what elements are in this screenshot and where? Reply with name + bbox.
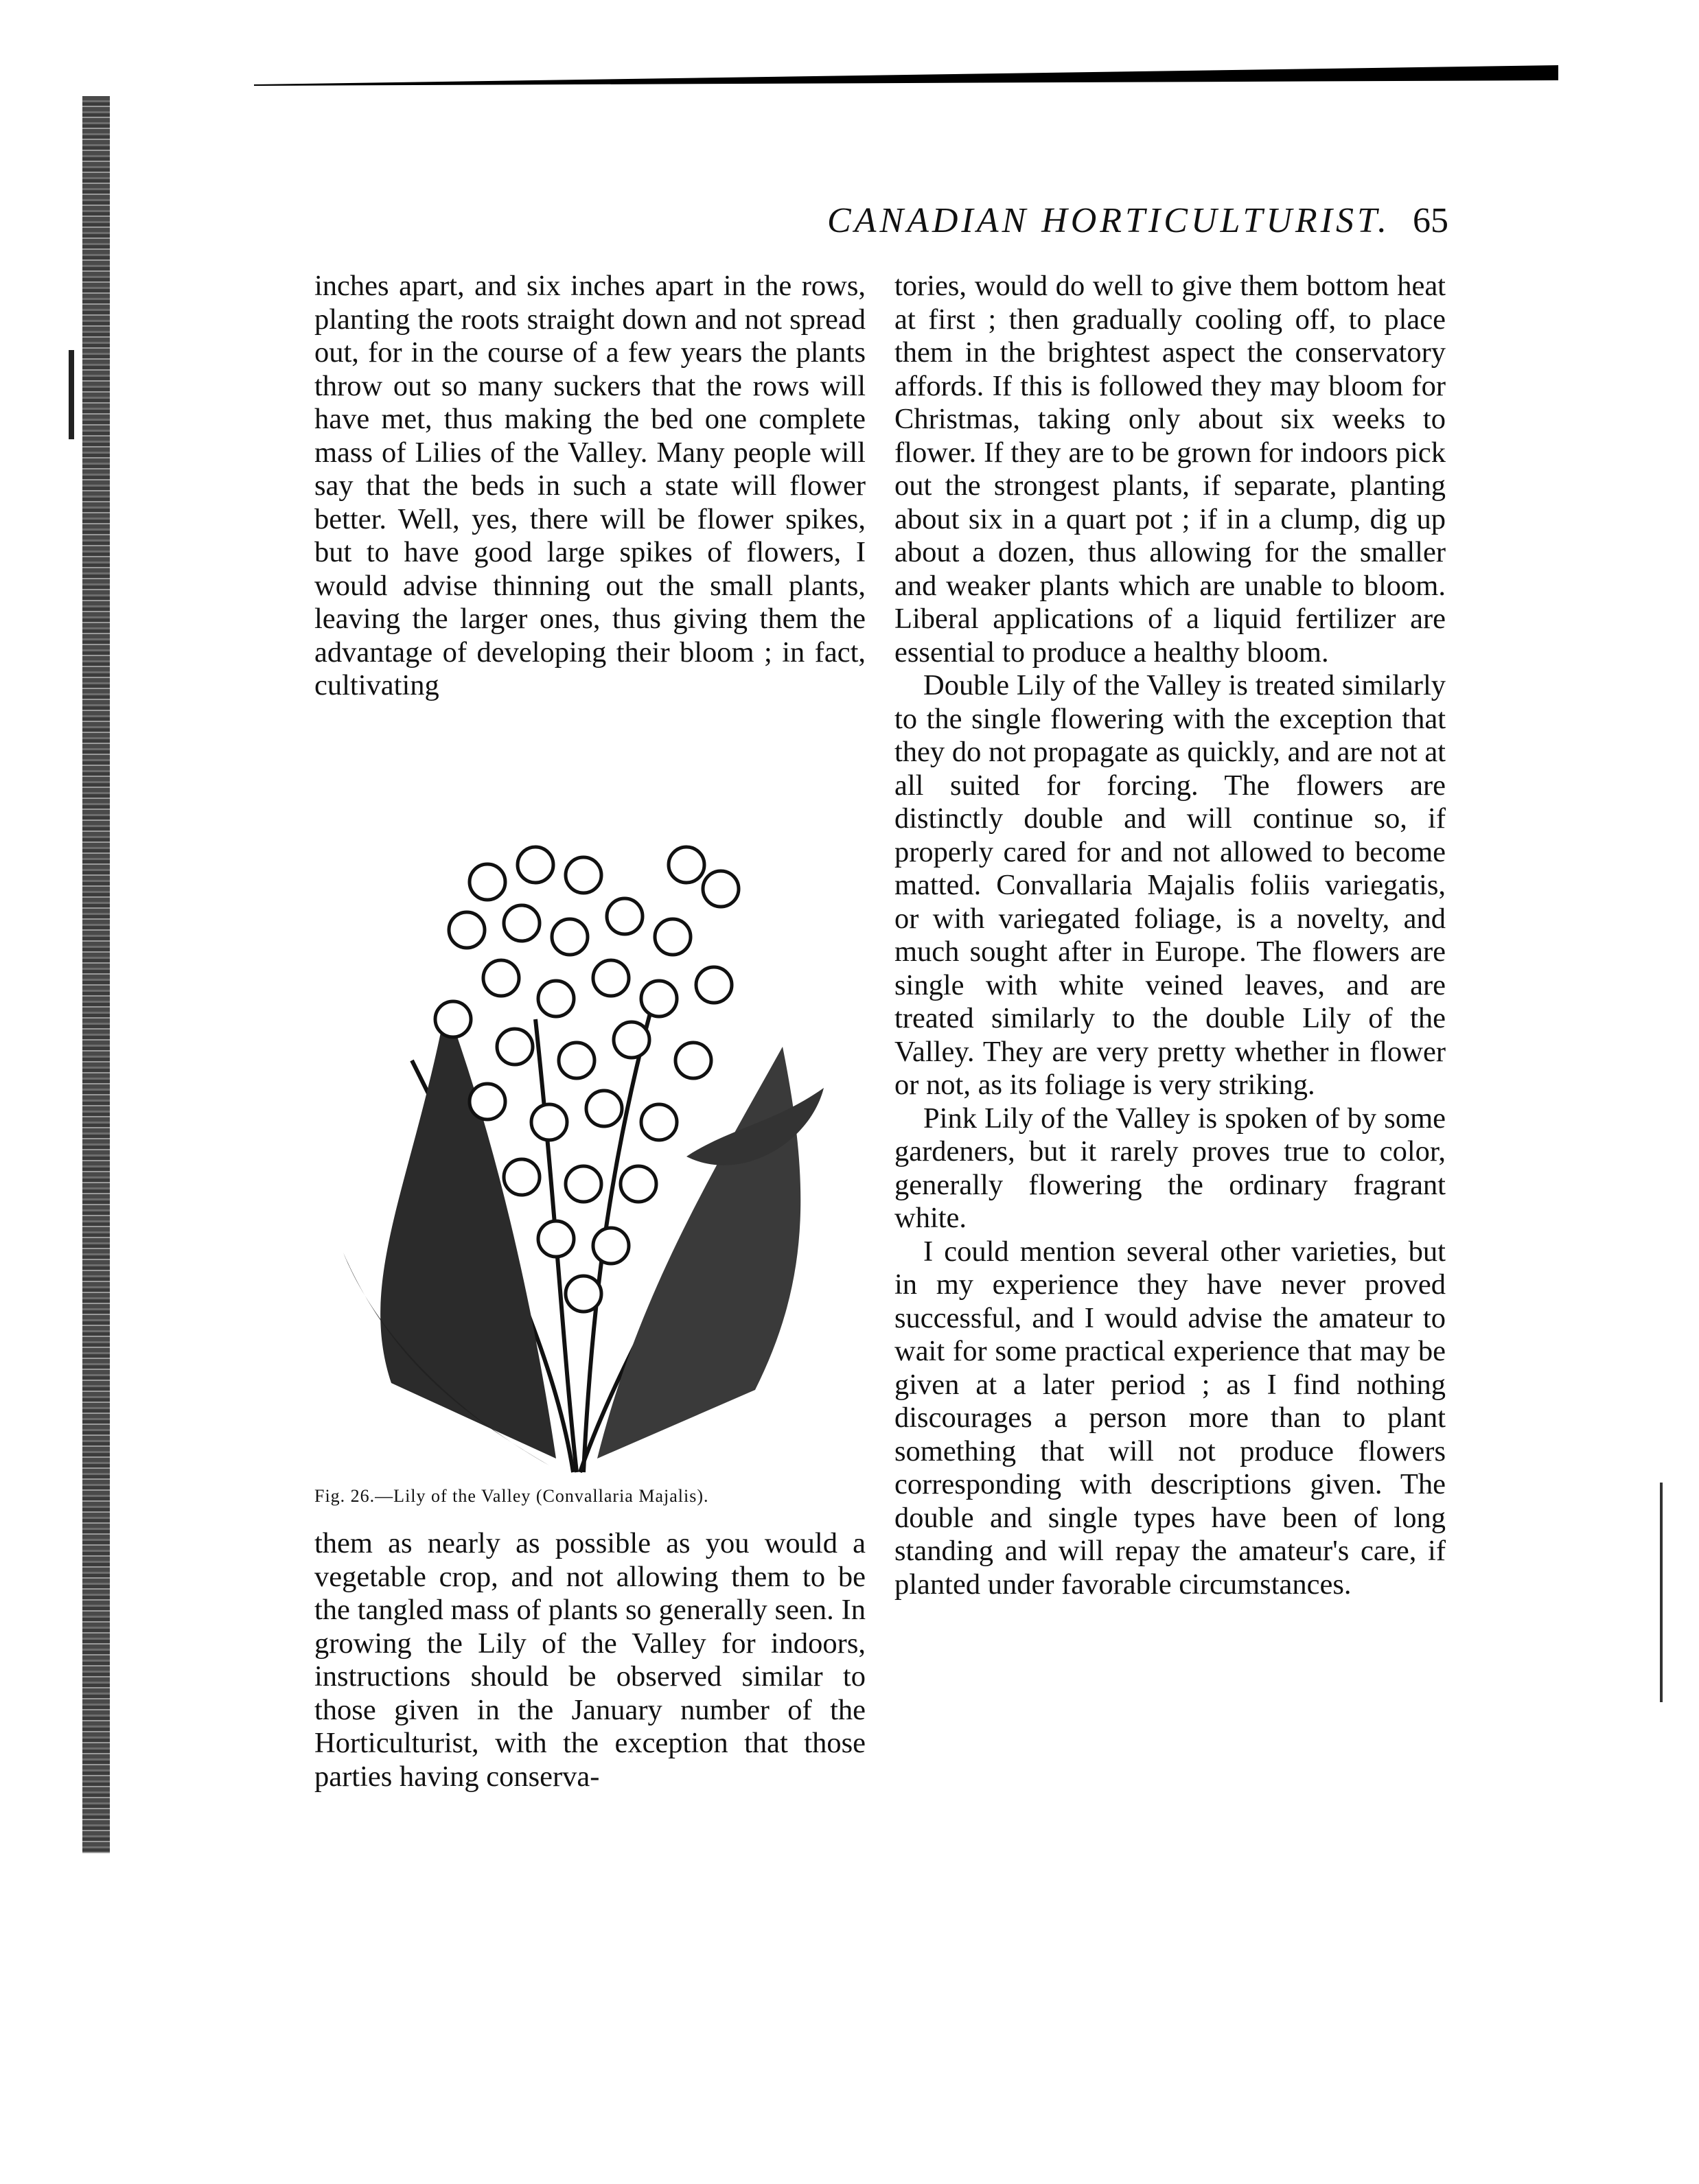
- top-rule: [254, 65, 1558, 86]
- scan-binding-edge: [82, 96, 110, 1853]
- right-column: [894, 270, 1446, 1601]
- lily-of-the-valley-illustration: [330, 800, 824, 1479]
- scan-binding-mark: [69, 350, 74, 439]
- paragraph: them as nearly as possible as you would a vegetable crop, and not allowing them to be the tangled mass of plants so generally seen. In growing the Lily of the Valley for indoors, instructions should be observed similar to those given in the January number of the Horticulturist, with the exception that those parties having conserva-: [314, 1527, 866, 1793]
- left-column-top: [314, 270, 866, 703]
- left-column-bottom: [314, 1527, 866, 1793]
- paragraph: Double Lily of the Valley is treated similarly to the single flowering with the exception that they do not propagate as quickly, and are not at all suited for forcing. The flowers are distinctly double and will continue so, if properly cared for and not allowed to become matted. Convallaria Majalis foliis variegatis, or with variegated foliage, is a novelty, and much sought after in Europe. The flowers are single with white veined leaves, and are treated similarly to the double Lily of the Valley. They are very pretty whether in flower or not, as its foliage is very striking.: [894, 669, 1446, 1101]
- page-number: 65: [1413, 201, 1448, 240]
- paragraph: tories, would do well to give them bottom heat at first ; then gradually cooling off, to place them in the brightest aspect the conservatory affords. If this is followed they may bloom for Christmas, taking only about six weeks to flower. If they are to be grown for indoors pick out the strongest plants, if separate, planting about six in a quart pot ; if in a clump, dig up about a dozen, thus allowing for the smaller and weaker plants which are unable to bloom. Liberal applications of a liquid fertilizer are essential to produce a healthy bloom.: [894, 270, 1446, 669]
- scan-right-edge-mark: [1660, 1483, 1663, 1702]
- journal-title: CANADIAN HORTICULTURIST.: [827, 201, 1391, 240]
- figure-caption: Fig. 26.—Lily of the Valley (Convallaria Majalis).: [314, 1486, 709, 1506]
- paragraph: inches apart, and six inches apart in the rows, planting the roots straight down and not spread out, for in the course of a few years the plants throw out so many suckers that the rows will have met, thus making the bed one complete mass of Lilies of the Valley. Many people will say that the beds in such a state will flower better. Well, yes, there will be flower spikes, but to have good large spikes of flowers, I would advise thinning out the small plants, leaving the larger ones, thus giving them the advantage of developing their bloom ; in fact, cultivating: [314, 270, 866, 701]
- paragraph: Pink Lily of the Valley is spoken of by some gardeners, but it rarely proves true to color, generally flowering the ordinary fragrant white.: [894, 1102, 1446, 1234]
- running-head: [312, 200, 1448, 248]
- paragraph: I could mention several other varieties, but in my experience they have never proved successful, and I would advise the amateur to wait for some practical experience that may be given at a later period ; as I find nothing discourages a person more than to plant something that will not produce flowers corresponding with descriptions given. The double and single types have been of long standing and will repay the amateur's care, if planted under favorable circumstances.: [894, 1235, 1446, 1601]
